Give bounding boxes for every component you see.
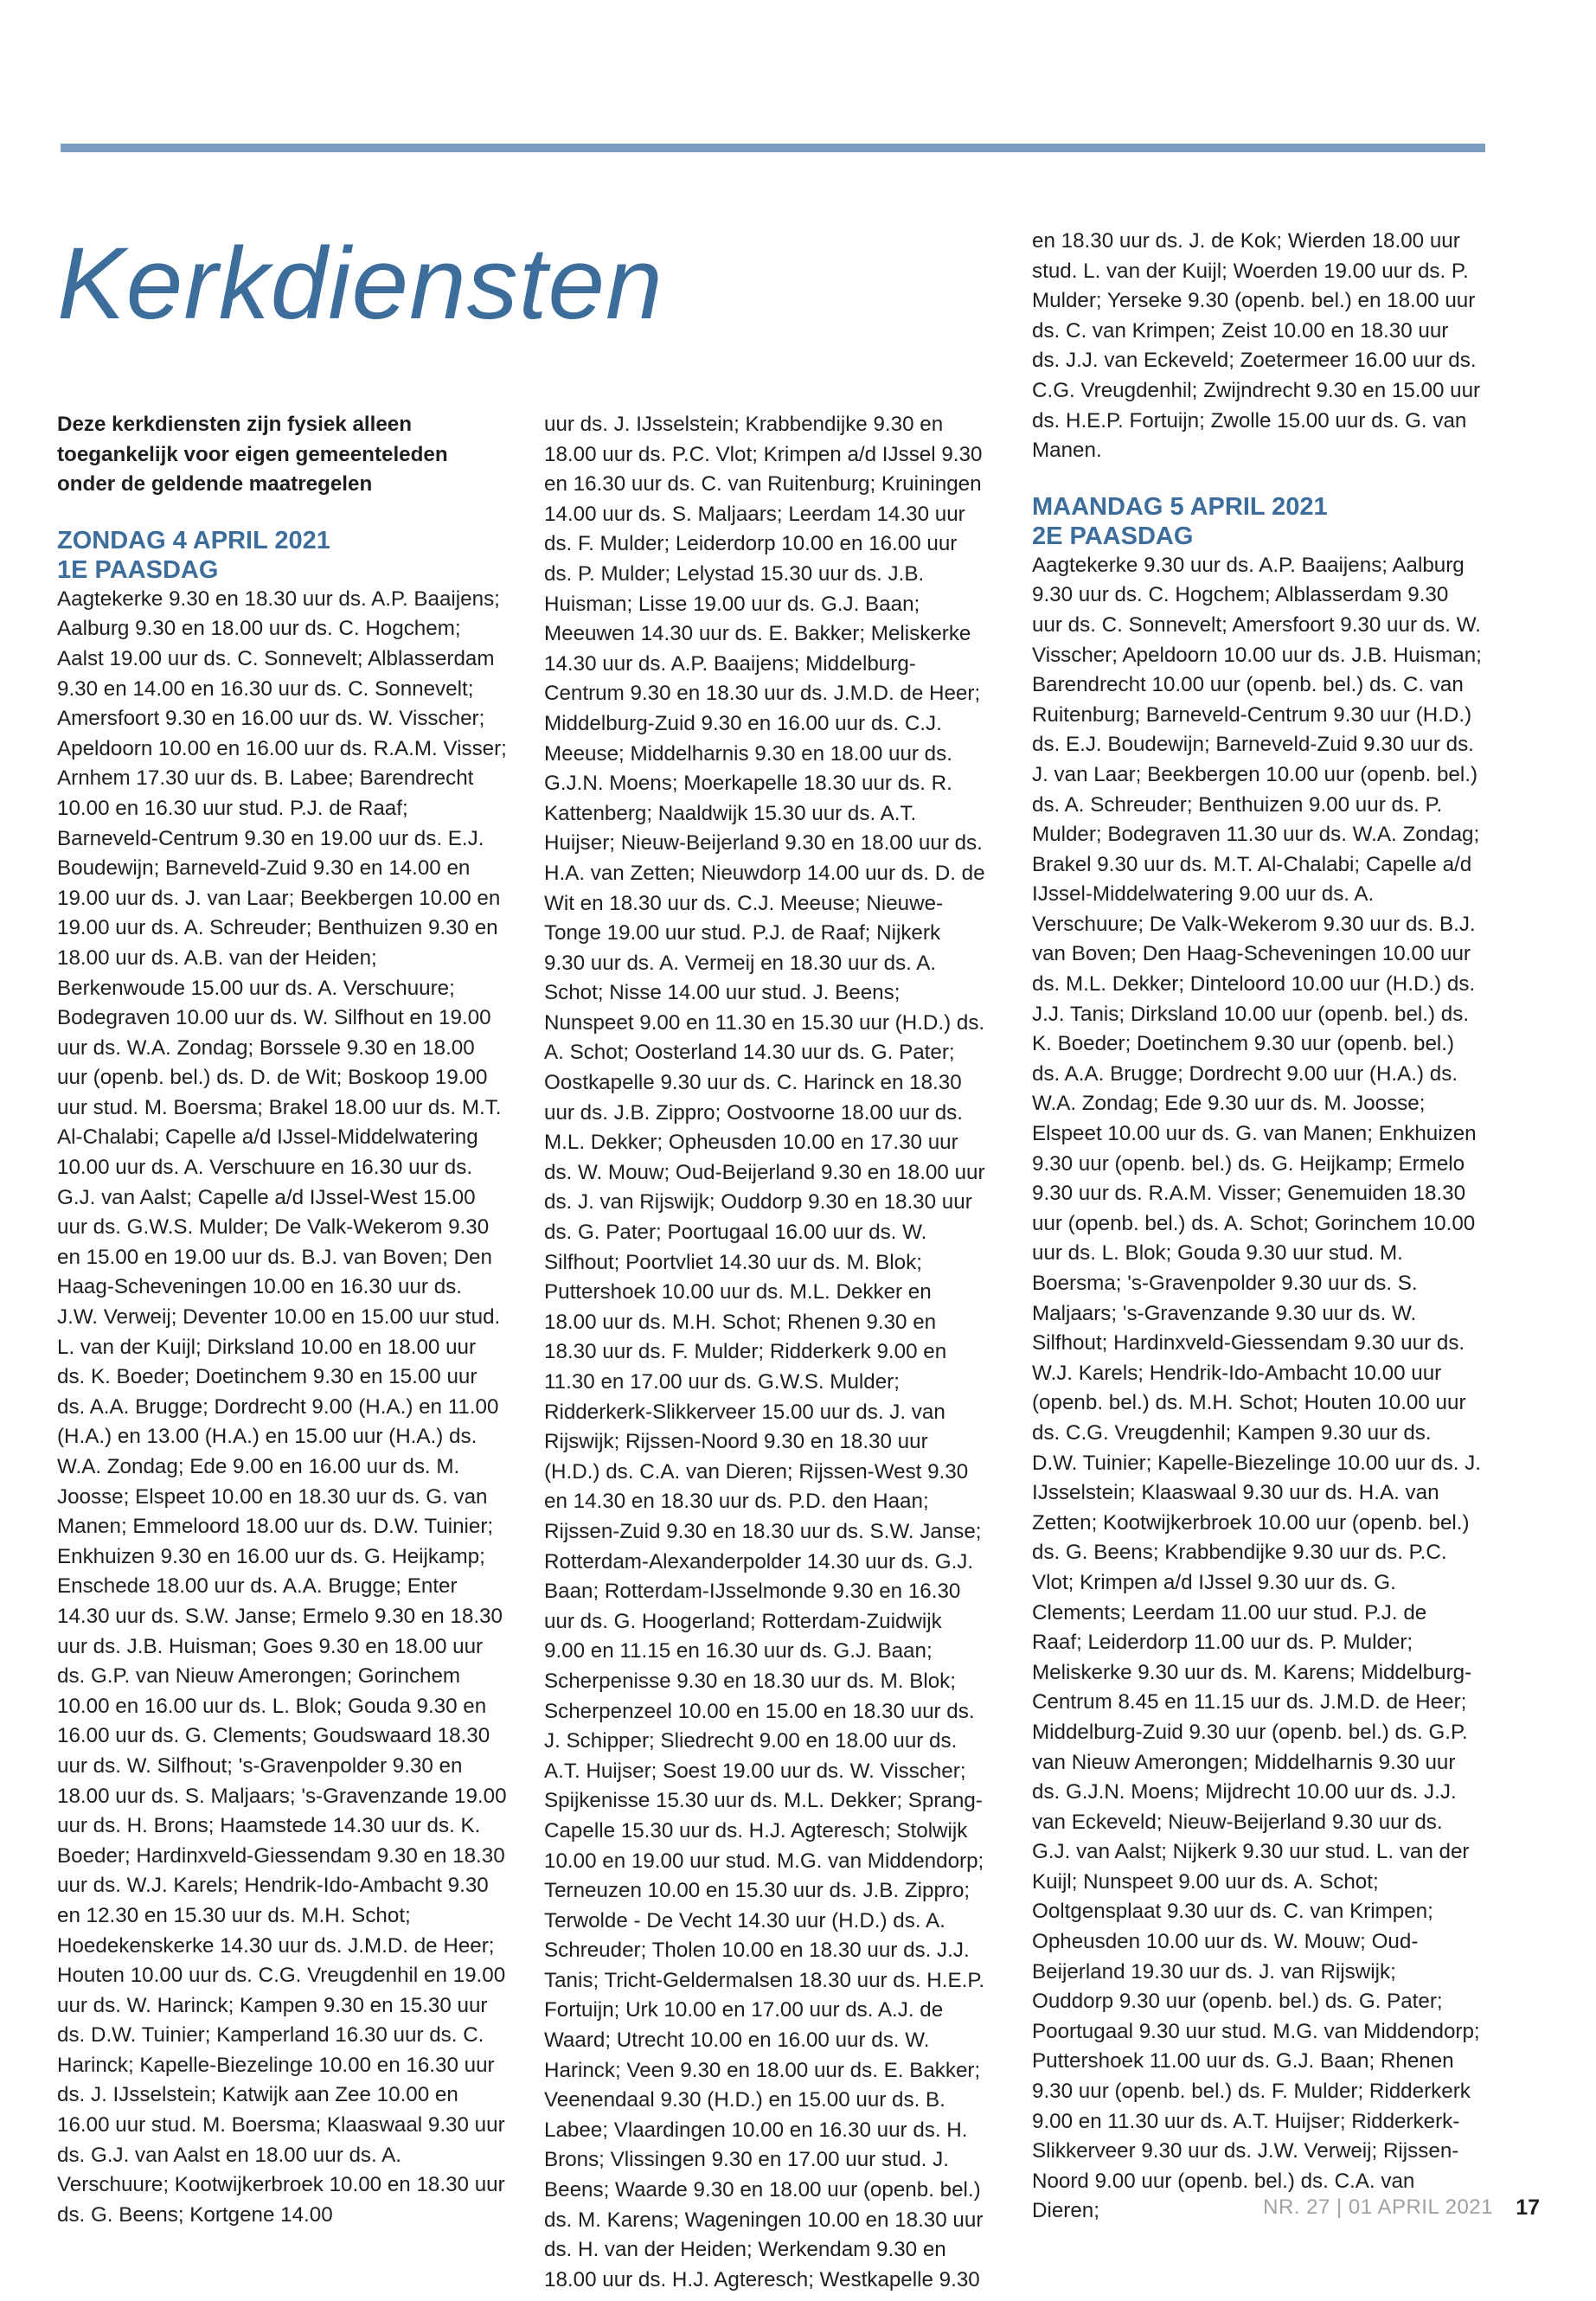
page-number: 17	[1516, 2195, 1540, 2220]
intro-text: Deze kerkdiensten zijn fysiek alleen toegankelijk voor eigen gemeenteleden onder de geldende maatregelen	[57, 413, 448, 497]
page-footer	[1038, 2195, 1540, 2225]
issue-info: NR. 27 | 01 APRIL 2021	[1263, 2195, 1493, 2219]
column-2	[544, 410, 985, 2295]
sunday-heading-date: ZONDAG 4 APRIL 2021	[57, 526, 330, 554]
column-3	[1032, 227, 1482, 2227]
sunday-heading-name: 1E PAASDAG	[57, 555, 219, 584]
page-title: Kerkdiensten	[57, 227, 663, 341]
sunday-services-part-1: Aagtekerke 9.30 en 18.30 uur ds. A.P. Baaijens; Aalburg 9.30 en 18.00 uur ds. C. Hogchem; Aalst 19.00 uur ds. C. Sonnevelt; Alblasserdam 9.30 en 14.00 en 16.30 uur ds. C. Sonnevelt; Amersfoort 9.30 en 16.00 uur ds. W. Visscher; Apeldoorn 10.00 en 16.00 uur ds. R.A.M. Visser; Arnhem 17.30 uur ds. B. Labee; Barendrecht 10.00 en 16.30 uur stud. P.J. de Raaf; Barneveld-Centrum 9.30 en 19.00 uur ds. E.J. Boudewijn; Barneveld-Zuid 9.30 en 14.00 en 19.00 uur ds. J. van Laar; Beekbergen 10.00 en 19.00 uur ds. A. Schreuder; Benthuizen 9.30 en 18.00 uur ds. A.B. van der Heiden; Berkenwoude 15.00 uur ds. A. Verschuure; Bodegraven 10.00 uur ds. W. Silfhout en 19.00 uur ds. W.A. Zondag; Borssele 9.30 en 18.00 uur (openb. bel.) ds. D. de Wit; Boskoop 19.00 uur stud. M. Boersma; Brakel 18.00 uur ds. M.T. Al-Chalabi; Capelle a/d IJssel-Middelwatering 10.00 uur ds. A. Verschuure en 16.30 uur ds. G.J. van Aalst; Capelle a/d IJssel-West 15.00 uur ds. G.W.S. Mulder; De Valk-Wekerom 9.30 en 15.00 en 19.00 uur ds. B.J. van Boven; Den Haag-Scheveningen 10.00 en 16.30 uur ds. J.W. Verweij; Deventer 10.00 en 15.00 uur stud. L. van der Kuijl; Dirksland 10.00 en 18.00 uur ds. K. Boeder; Doetinchem 9.30 en 15.00 uur ds. A.A. Brugge; Dordrecht 9.00 (H.A.) en 11.00 (H.A.) en 13.00 (H.A.) en 15.00 uur (H.A.) ds. W.A. Zondag; Ede 9.00 en 16.00 uur ds. M. Joosse; Elspeet 10.00 en 18.30 uur ds. G. van Manen; Emmeloord 18.00 uur ds. D.W. Tuinier; Enkhuizen 9.30 en 16.00 uur ds. G. Heijkamp; Enschede 18.00 uur ds. A.A. Brugge; Enter 14.30 uur ds. S.W. Janse; Ermelo 9.30 en 18.30 uur ds. J.B. Huisman; Goes 9.30 en 18.00 uur ds. G.P. van Nieuw Amerongen; Gorinchem 10.00 en 16.00 uur ds. L. Blok; Gouda 9.30 en 16.00 uur ds. G. Clements; Goudswaard 18.30 uur ds. W. Silfhout; 's-Gravenpolder 9.30 en 18.00 uur ds. S. Maljaars; 's-Gravenzande 19.00 uur ds. H. Brons; Haamstede 14.30 uur ds. K. Boeder; Hardinxveld-Giessendam 9.30 en 18.30 uur ds. W.J. Karels; Hendrik-Ido-Ambacht 9.30 en 12.30 en 15.30 uur ds. M.H. Schot; Hoedekenskerke 14.30 uur ds. J.M.D. de Heer; Houten 10.00 uur ds. C.G. Vreugdenhil en 19.00 uur ds. W. Harinck; Kampen 9.30 en 15.30 uur ds. D.W. Tuinier; Kamperland 16.30 uur ds. C. Harinck; Kapelle-Biezelinge 10.00 en 16.30 uur ds. J. IJsselstein; Katwijk aan Zee 10.00 en 16.00 uur stud. M. Boersma; Klaaswaal 9.30 uur ds. G.J. van Aalst en 18.00 uur ds. A. Verschuure; Kootwijkerbroek 10.00 en 18.30 uur ds. G. Beens; Kortgene 14.00	[57, 586, 507, 2227]
sunday-services-part-3: en 18.30 uur ds. J. de Kok; Wierden 18.00 uur stud. L. van der Kuijl; Woerden 19.00 uur ds. P. Mulder; Yerseke 9.30 (openb. bel.) en 18.00 uur ds. C. van Krimpen; Zeist 10.00 en 18.30 uur ds. J.J. van Eckeveld; Zoetermeer 16.00 uur ds. C.G. Vreugdenhil; Zwijndrecht 9.30 en 15.00 uur ds. H.E.P. Fortuijn; Zwolle 15.00 uur ds. G. van Manen.	[1032, 229, 1481, 463]
monday-heading	[1032, 492, 1482, 551]
monday-heading-name: 2E PAASDAG	[1032, 522, 1194, 550]
sunday-services-part-2: uur ds. J. IJsselstein; Krabbendijke 9.30 en 18.00 uur ds. P.C. Vlot; Krimpen a/d IJssel 9.30 en 16.30 uur ds. C. van Ruitenburg; Kruiningen 14.00 uur ds. S. Maljaars; Leerdam 14.30 uur ds. F. Mulder; Leiderdorp 10.00 en 16.00 uur ds. P. Mulder; Lelystad 15.30 uur ds. J.B. Huisman; Lisse 19.00 uur ds. G.J. Baan; Meeuwen 14.30 uur ds. E. Bakker; Meliskerke 14.30 uur ds. A.P. Baaijens; Middelburg-Centrum 9.30 en 18.30 uur ds. J.M.D. de Heer; Middelburg-Zuid 9.30 en 16.00 uur ds. C.J. Meeuse; Middelharnis 9.30 en 18.00 uur ds. G.J.N. Moens; Moerkapelle 18.30 uur ds. R. Kattenberg; Naaldwijk 15.30 uur ds. A.T. Huijser; Nieuw-Beijerland 9.30 en 18.00 uur ds. H.A. van Zetten; Nieuwdorp 14.00 uur ds. D. de Wit en 18.30 uur ds. C.J. Meeuse; Nieuwe-Tonge 19.00 uur stud. P.J. de Raaf; Nijkerk 9.30 uur ds. A. Vermeij en 18.30 uur ds. A. Schot; Nisse 14.00 uur stud. J. Beens; Nunspeet 9.00 en 11.30 en 15.30 uur (H.D.) ds. A. Schot; Oosterland 14.30 uur ds. G. Pater; Oostkapelle 9.30 uur ds. C. Harinck en 18.30 uur ds. J.B. Zippro; Oostvoorne 18.00 uur ds. M.L. Dekker; Opheusden 10.00 en 17.30 uur ds. W. Mouw; Oud-Beijerland 9.30 en 18.00 uur ds. J. van Rijswijk; Ouddorp 9.30 en 18.30 uur ds. G. Pater; Poortugaal 16.00 uur ds. W. Silfhout; Poortvliet 14.30 uur ds. M. Blok; Puttershoek 10.00 uur ds. M.L. Dekker en 18.00 uur ds. M.H. Schot; Rhenen 9.30 en 18.30 uur ds. F. Mulder; Ridderkerk 9.00 en 11.30 en 17.00 uur ds. G.W.S. Mulder; Ridderkerk-Slikkerveer 15.00 uur ds. J. van Rijswijk; Rijssen-Noord 9.30 en 18.30 uur (H.D.) ds. C.A. van Dieren; Rijssen-West 9.30 en 14.30 en 18.30 uur ds. P.D. den Haan; Rijssen-Zuid 9.30 en 18.30 uur ds. S.W. Janse; Rotterdam-Alexanderpolder 14.30 uur ds. G.J. Baan; Rotterdam-IJsselmonde 9.30 en 16.30 uur ds. G. Hoogerland; Rotterdam-Zuidwijk 9.00 en 11.15 en 16.30 uur ds. G.J. Baan; Scherpenisse 9.30 en 18.30 uur ds. M. Blok; Scherpenzeel 10.00 en 15.00 en 18.30 uur ds. J. Schipper; Sliedrecht 9.00 en 18.00 uur ds. A.T. Huijser; Soest 19.00 uur ds. W. Visscher; Spijkenisse 15.30 uur ds. M.L. Dekker; Sprang-Capelle 15.30 uur ds. H.J. Agteresch; Stolwijk 10.00 en 19.00 uur stud. M.G. van Middendorp; Terneuzen 10.00 en 15.30 uur ds. J.B. Zippro; Terwolde - De Vecht 14.30 uur (H.D.) ds. A. Schreuder; Tholen 10.00 en 18.30 uur ds. J.J. Tanis; Tricht-Geldermalsen 18.30 uur ds. H.E.P. Fortuijn; Urk 10.00 en 17.00 uur ds. A.J. de Waard; Utrecht 10.00 en 16.00 uur ds. W. Harinck; Veen 9.30 en 18.00 uur ds. E. Bakker; Veenendaal 9.30 (H.D.) en 15.00 uur ds. B. Labee; Vlaardingen 10.00 en 16.30 uur ds. H. Brons; Vlissingen 9.30 en 17.00 uur stud. J. Beens; Waarde 9.30 en 18.00 uur (openb. bel.) ds. M. Karens; Wageningen 10.00 en 18.30 uur ds. H. van der Heiden; Werkendam 9.30 en 18.00 uur ds. H.J. Agteresch; Westkapelle 9.30	[544, 413, 985, 2291]
top-divider	[61, 144, 1485, 152]
monday-heading-date: MAANDAG 5 APRIL 2021	[1032, 492, 1328, 521]
column-1	[57, 410, 507, 2230]
sunday-heading	[57, 526, 507, 585]
monday-services: Aagtekerke 9.30 uur ds. A.P. Baaijens; Aalburg 9.30 uur ds. C. Hogchem; Alblasserdam 9.30 uur ds. C. Sonnevelt; Amersfoort 9.30 uur ds. W. Visscher; Apeldoorn 10.00 uur ds. J.B. Huisman; Barendrecht 10.00 uur (openb. bel.) ds. C. van Ruitenburg; Barneveld-Centrum 9.30 uur (H.D.) ds. E.J. Boudewijn; Barneveld-Zuid 9.30 uur ds. J. van Laar; Beekbergen 10.00 uur (openb. bel.) ds. A. Schreuder; Benthuizen 9.00 uur ds. P. Mulder; Bodegraven 11.30 uur ds. W.A. Zondag; Brakel 9.30 uur ds. M.T. Al-Chalabi; Capelle a/d IJssel-Middelwatering 9.00 uur ds. A. Verschuure; De Valk-Wekerom 9.30 uur ds. B.J. van Boven; Den Haag-Scheveningen 10.00 uur ds. M.L. Dekker; Dinteloord 10.00 uur (H.D.) ds. J.J. Tanis; Dirksland 10.00 uur (openb. bel.) ds. K. Boeder; Doetinchem 9.30 uur (openb. bel.) ds. A.A. Brugge; Dordrecht 9.00 uur (H.A.) ds. W.A. Zondag; Ede 9.30 uur ds. M. Joosse; Elspeet 10.00 uur ds. G. van Manen; Enkhuizen 9.30 uur (openb. bel.) ds. G. Heijkamp; Ermelo 9.30 uur ds. R.A.M. Visser; Genemuiden 18.30 uur (openb. bel.) ds. A. Schot; Gorinchem 10.00 uur ds. L. Blok; Gouda 9.30 uur stud. M. Boersma; 's-Gravenpolder 9.30 uur ds. S. Maljaars; 's-Gravenzande 9.30 uur ds. W. Silfhout; Hardinxveld-Giessendam 9.30 uur ds. W.J. Karels; Hendrik-Ido-Ambacht 10.00 uur (openb. bel.) ds. M.H. Schot; Houten 10.00 uur ds. C.G. Vreugdenhil; Kampen 9.30 uur ds. D.W. Tuinier; Kapelle-Biezelinge 10.00 uur ds. J. IJsselstein; Klaaswaal 9.30 uur ds. H.A. van Zetten; Kootwijkerbroek 10.00 uur (openb. bel.) ds. G. Beens; Krabbendijke 9.30 uur ds. P.C. Vlot; Krimpen a/d IJssel 9.30 uur ds. G. Clements; Leerdam 11.00 uur stud. P.J. de Raaf; Leiderdorp 11.00 uur ds. P. Mulder; Meliskerke 9.30 uur ds. M. Karens; Middelburg-Centrum 8.45 en 11.15 uur ds. J.M.D. de Heer; Middelburg-Zuid 9.30 uur (openb. bel.) ds. G.P. van Nieuw Amerongen; Middelharnis 9.30 uur ds. G.J.N. Moens; Mijdrecht 10.00 uur ds. J.J. van Eckeveld; Nieuw-Beijerland 9.30 uur ds. G.J. van Aalst; Nijkerk 9.30 uur stud. L. van der Kuijl; Nunspeet 9.00 uur ds. A. Schot; Ooltgensplaat 9.30 uur ds. C. van Krimpen; Opheusden 10.00 uur ds. W. Mouw; Oud-Beijerland 19.30 uur ds. J. van Rijswijk; Ouddorp 9.30 uur (openb. bel.) ds. G. Pater; Poortugaal 9.30 uur stud. M.G. van Middendorp; Puttershoek 11.00 uur ds. G.J. Baan; Rhenen 9.30 uur (openb. bel.) ds. F. Mulder; Ridderkerk 9.00 en 11.30 uur ds. A.T. Huijser; Ridderkerk-Slikkerveer 9.30 uur ds. J.W. Verweij; Rijssen-Noord 9.00 uur (openb. bel.) ds. C.A. van Dieren;	[1032, 553, 1482, 2223]
